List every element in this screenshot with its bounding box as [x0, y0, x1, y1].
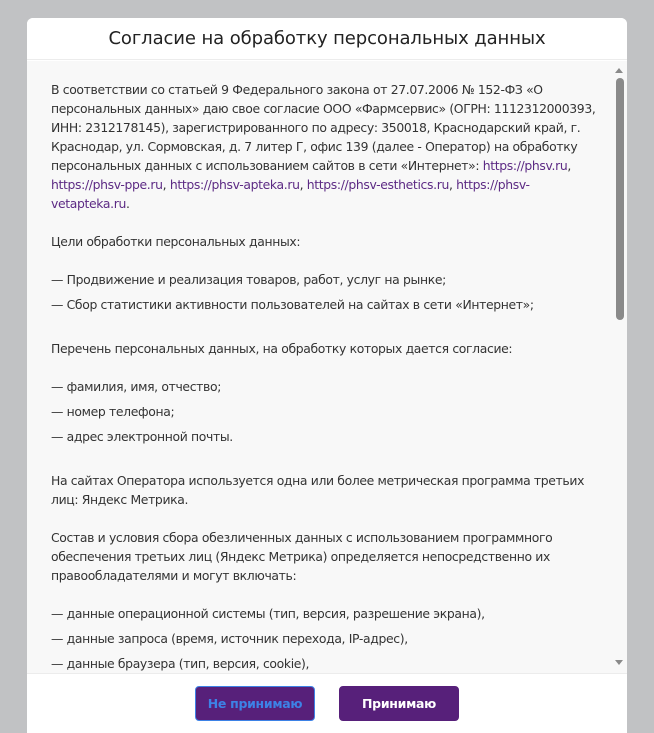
metrics-paragraph: На сайтах Оператора используется одна или более метрическая программа третьих лиц: Яндекс Метрика.: [51, 473, 585, 507]
link-phsv[interactable]: https://phsv.ru: [482, 158, 568, 173]
modal-body[interactable]: [27, 61, 627, 673]
data-list: [51, 377, 597, 446]
link-phsv-ppe[interactable]: https://phsv-ppe.ru: [51, 177, 163, 192]
link-phsv-apteka[interactable]: https://phsv-apteka.ru: [169, 177, 300, 192]
list-item: — Продвижение и реализация товаров, работ, услуг на рынке;: [51, 272, 446, 287]
list-item: — адрес электронной почты.: [51, 429, 233, 444]
scroll-thumb[interactable]: [616, 78, 624, 320]
list-item: — данные браузера (тип, версия, cookie),: [51, 656, 310, 671]
purposes-heading: Цели обработки персональных данных:: [51, 234, 301, 249]
scrollbar[interactable]: [613, 61, 625, 673]
scroll-up-arrow-icon[interactable]: [615, 68, 623, 73]
list-item: — данные запроса (время, источник перехода, IP-адрес),: [51, 631, 408, 646]
anon-list: [51, 604, 597, 673]
decline-button[interactable]: Не принимаю: [195, 686, 315, 721]
anon-heading: Состав и условия сбора обезличенных данных с использованием программного обеспечения третьих лиц (Яндекс Метрика) определяется непосредственно их правообладателями и могут включать:: [51, 530, 553, 583]
purposes-list: [51, 270, 597, 314]
modal-title: Согласие на обработку персональных данных: [108, 28, 546, 49]
modal-header: [27, 18, 627, 60]
list-item: — фамилия, имя, отчество;: [51, 379, 222, 394]
consent-modal: [27, 18, 627, 733]
modal-footer: [27, 673, 627, 733]
intro-paragraph: В соответствии со статьей 9 Федерального закона от 27.07.2006 № 152-ФЗ «О персональных данных» даю свое согласие ООО «Фармсервис» (ОГРН: 1112312000393, ИНН: 2312178145), зарегистрированного по адресу: 350018, Краснодарский край, г. Краснодар, ул. Сормовская, д. 7 литер Г, офис 139 (далее - Оператор) на обработку персональных данных с использованием сайтов в сети «Интернет»: https://phsv.ru, https://phsv-ppe.ru, https://phsv-apteka.ru, https://phsv-esthetics.ru, https://phsv-vetapteka.ru.: [51, 82, 596, 211]
accept-button[interactable]: Принимаю: [339, 686, 459, 721]
list-item: — номер телефона;: [51, 404, 175, 419]
list-item: — данные операционной системы (тип, версия, разрешение экрана),: [51, 606, 485, 621]
list-item: — Сбор статистики активности пользователей на сайтах в сети «Интернет»;: [51, 297, 534, 312]
link-phsv-esthetics[interactable]: https://phsv-esthetics.ru: [306, 177, 449, 192]
data-list-heading: Перечень персональных данных, на обработку которых дается согласие:: [51, 341, 513, 356]
scroll-down-arrow-icon[interactable]: [615, 660, 623, 665]
consent-text: [27, 61, 627, 673]
link-phsv-vetapteka[interactable]: https://phsv-vetapteka.ru: [51, 177, 530, 211]
